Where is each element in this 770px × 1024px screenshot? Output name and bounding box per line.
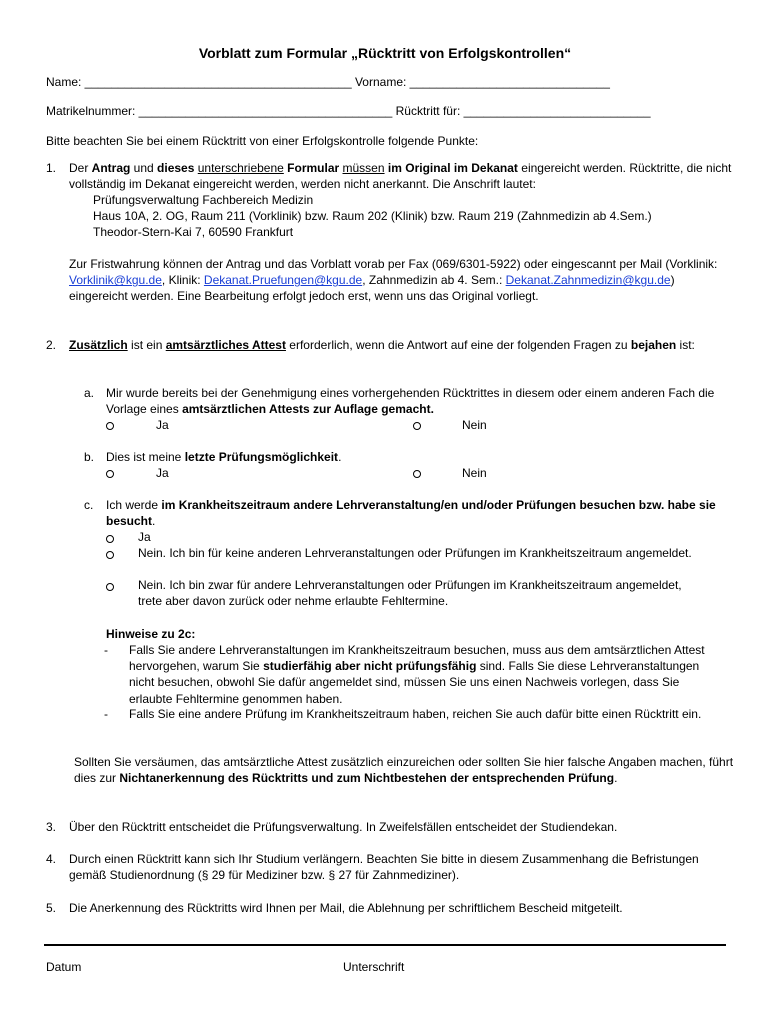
hint-2-text: Falls Sie eine andere Prüfung im Krankheitszeitraum haben, reichen Sie auch dafür bitte einen Rücktritt ein. — [129, 707, 702, 721]
option-ja-label: Ja — [156, 418, 169, 432]
address-line: Prüfungsverwaltung Fachbereich Medizin — [93, 193, 314, 207]
fax-mail-paragraph: Zur Fristwahrung können der Antrag und das Vorblatt vorab per Fax (069/6301-5922) oder eingescannt per Mail (Vorklinik: Vorklinik@kgu.de, Klinik: Dekanat.Pruefungen@kgu.de, Zahnmedizin ab 4. Sem.: Dekanat.Zahnmedizin@kgu.de) eingereicht werden. Eine Bearbeitung erfolgt jedoch erst, wenn uns das Original vorliegt. — [69, 257, 718, 304]
address-line: Theodor-Stern-Kai 7, 60590 Frankfurt — [93, 225, 294, 239]
subitem-label: a. — [84, 386, 95, 400]
question-c-text: Ich werde im Krankheitszeitraum andere Lehrveranstaltung/en und/oder Prüfungen besuchen bzw. habe sie besucht. — [106, 498, 716, 529]
document-title: Vorblatt zum Formular „Rücktritt von Erfolgskontrollen“ — [198, 45, 572, 61]
item3-text: Über den Rücktritt entscheidet die Prüfungsverwaltung. In Zweifelsfällen entscheidet der Studiendekan. — [69, 820, 618, 834]
radio-circle-icon — [106, 470, 114, 478]
radio-b-ja[interactable] — [106, 466, 114, 482]
option-nein-label: Nein — [462, 418, 487, 432]
subitem-label: b. — [84, 450, 95, 464]
item-number: 4. — [46, 852, 57, 866]
option-nein-label: Nein — [462, 466, 487, 480]
dash-bullet: - — [104, 643, 108, 657]
radio-circle-icon — [106, 551, 114, 559]
zahnmedizin-mail-link[interactable]: Dekanat.Zahnmedizin@kgu.de — [505, 273, 671, 288]
radio-c-nein-1[interactable] — [106, 547, 114, 563]
radio-circle-icon — [106, 535, 114, 543]
vorklinik-mail-link[interactable]: Vorklinik@kgu.de — [69, 273, 162, 288]
option-label: Ja — [138, 530, 151, 544]
radio-c-nein-2[interactable] — [106, 579, 114, 595]
intro-text: Bitte beachten Sie bei einem Rücktritt von einer Erfolgskontrolle folgende Punkte: — [46, 134, 479, 148]
question-a-text: Mir wurde bereits bei der Genehmigung eines vorhergehenden Rücktrittes in diesem oder einem anderen Fach die Vorlage eines amtsärztlichen Attests zur Auflage gemacht. — [106, 386, 715, 417]
klinik-mail-link[interactable]: Dekanat.Pruefungen@kgu.de — [203, 273, 363, 288]
radio-a-ja[interactable] — [106, 418, 114, 434]
question-b-text: Dies ist meine letzte Prüfungsmöglichkeit. — [106, 450, 342, 464]
dash-bullet: - — [104, 707, 108, 721]
item-number: 1. — [46, 161, 57, 175]
radio-c-ja[interactable] — [106, 531, 114, 547]
signature-line — [44, 944, 726, 946]
option-ja-label: Ja — [156, 466, 169, 480]
hint-1-text: Falls Sie andere Lehrveranstaltungen im Krankheitszeitraum besuchen, muss aus dem amtsärztlichen Attest hervorgehen, warum Sie studierfähig aber nicht prüfungsfähig sind. Falls Sie diese Lehrveranstaltungen nicht besuchen, obwohl Sie dafür angemeldet sind, müssen Sie uns einen Nachweis vorlegen, dass Sie erlaubte Fehltermine genommen haben. — [129, 643, 705, 706]
matrikel-ruecktritt-field[interactable]: Matrikelnummer: ______________________________________ Rücktritt für: ____________________________ — [46, 104, 651, 118]
item2-text: Zusätzlich ist ein amtsärztliches Attest erforderlich, wenn die Antwort auf eine der folgenden Fragen zu bejahen ist: — [69, 338, 695, 352]
item1-text: Der Antrag und dieses unterschriebene Formular müssen im Original im Dekanat eingereicht werden. Rücktritte, die nicht vollständig im Dekanat eingereicht werden, werden nicht anerkannt. Die Anschrift lautet: — [69, 161, 732, 192]
date-label: Datum — [46, 960, 82, 974]
option-label: Nein. Ich bin für keine anderen Lehrveranstaltungen oder Prüfungen im Krankheitszeitraum angemeldet. — [138, 546, 692, 560]
item5-text: Die Anerkennung des Rücktritts wird Ihnen per Mail, die Ablehnung per schriftlichem Bescheid mitgeteilt. — [69, 901, 623, 915]
signature-label: Unterschrift — [343, 960, 405, 974]
radio-circle-icon — [106, 583, 114, 591]
radio-circle-icon — [413, 470, 421, 478]
radio-a-nein[interactable] — [413, 418, 421, 434]
item4-text: Durch einen Rücktritt kann sich Ihr Studium verlängern. Beachten Sie bitte in diesem Zusammenhang die Befristungen gemäß Studienordnung (§ 29 für Mediziner bzw. § 27 für Zahnmediziner). — [69, 852, 699, 883]
radio-circle-icon — [413, 422, 421, 430]
radio-circle-icon — [106, 422, 114, 430]
radio-b-nein[interactable] — [413, 466, 421, 482]
item-number: 5. — [46, 901, 57, 915]
address-line: Haus 10A, 2. OG, Raum 211 (Vorklinik) bzw. Raum 202 (Klinik) bzw. Raum 219 (Zahnmedizin ab 4.Sem.) — [93, 209, 652, 223]
warning-paragraph: Sollten Sie versäumen, das amtsärztliche Attest zusätzlich einzureichen oder sollten Sie hier falsche Angaben machen, führt dies zur Nichtanerkennung des Rücktritts und zum Nichtbestehen der entsprechenden Prüfung. — [74, 755, 734, 786]
item-number: 2. — [46, 338, 57, 352]
name-vorname-field[interactable]: Name: ________________________________________ Vorname: ______________________________ — [46, 75, 610, 89]
item-number: 3. — [46, 820, 57, 834]
subitem-label: c. — [84, 498, 94, 512]
option-label: Nein. Ich bin zwar für andere Lehrveranstaltungen oder Prüfungen im Krankheitszeitraum angemeldet, trete aber davon zurück oder nehme erlaubte Fehltermine. — [138, 578, 682, 609]
hint-heading: Hinweise zu 2c: — [106, 627, 196, 641]
